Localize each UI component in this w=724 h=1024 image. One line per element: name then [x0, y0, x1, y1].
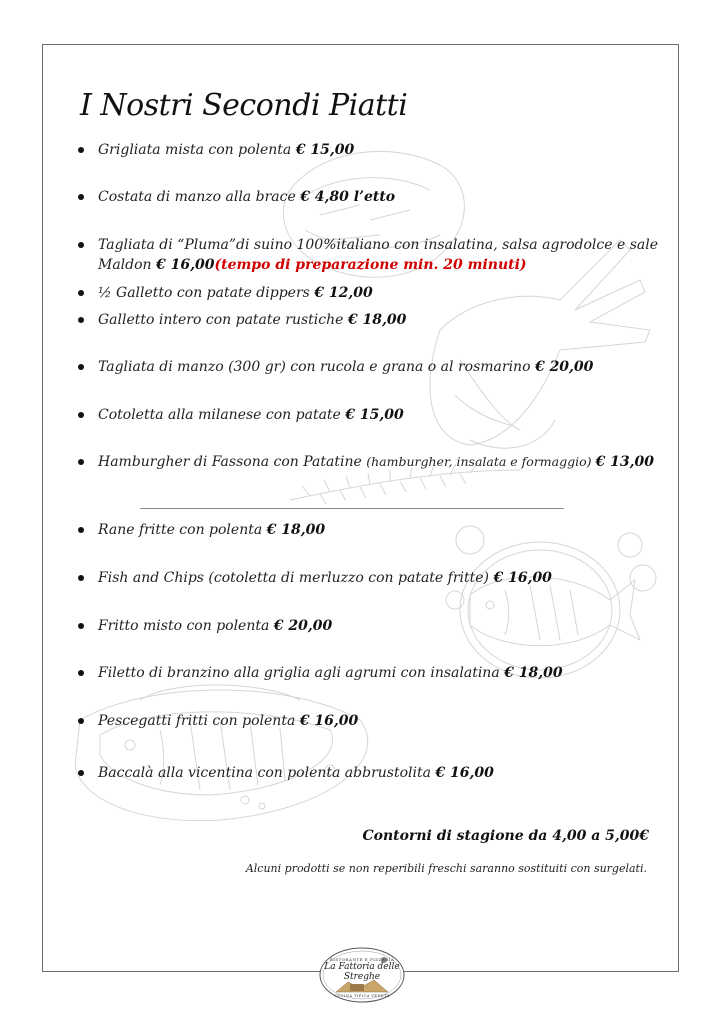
logo-tagline: CUCINA TIPICA VENETA [334, 994, 390, 998]
bullet-icon [78, 770, 84, 776]
section-divider [140, 508, 564, 509]
item-name: ½ Galletto con patate dippers [98, 285, 315, 301]
bullet-icon [78, 718, 84, 724]
menu-item [78, 568, 674, 588]
bullet-icon [78, 459, 84, 465]
item-price: € 20,00 [534, 359, 594, 375]
item-price: € 15,00 [295, 142, 355, 158]
bullet-icon [78, 412, 84, 418]
bullet-icon [78, 527, 84, 533]
menu-item [78, 310, 674, 330]
item-name: Fish and Chips (cotoletta di merluzzo con patate fritte) [98, 570, 494, 586]
item-price: € 13,00 [595, 454, 654, 470]
item-price: € 16,00 [299, 713, 359, 729]
logo-name: La Fattoria delle Streghe [324, 962, 400, 982]
menu-item [78, 452, 674, 472]
item-name: Tagliata di manzo (300 gr) con rucola e grana o al rosmarino [98, 359, 535, 375]
bullet-icon [78, 575, 84, 581]
menu-item [78, 235, 674, 275]
menu-item [78, 283, 674, 303]
menu-item [78, 405, 674, 425]
side-dishes-note: Contorni di stagione da 4,00 a 5,00€ [362, 828, 649, 844]
item-name: Filetto di branzino alla griglia agli agrumi con insalatina [98, 665, 505, 681]
menu-item [78, 711, 674, 731]
page-title: I Nostri Secondi Piatti [80, 88, 408, 123]
item-price: € 12,00 [314, 285, 373, 301]
menu-item [78, 357, 674, 377]
item-name: Tagliata di “Pluma”di suino 100%italiano con insalatina, salsa agrodolce e sale Maldon [98, 237, 659, 273]
item-name: Cotoletta alla milanese con patate [98, 407, 346, 423]
menu-item [78, 187, 674, 207]
item-name: Rane fritte con polenta [98, 522, 267, 538]
item-price: € 18,00 [266, 522, 326, 538]
bullet-icon [78, 317, 84, 323]
item-price: € 16,00 [493, 570, 552, 586]
item-name: Grigliata mista con polenta [98, 142, 296, 158]
bullet-icon [78, 364, 84, 370]
bullet-icon [78, 194, 84, 200]
bullet-icon [78, 147, 84, 153]
bullet-icon [78, 670, 84, 676]
menu-item [78, 140, 674, 160]
restaurant-logo [318, 946, 406, 1004]
item-price: € 4,80 l’etto [300, 189, 396, 205]
item-price: € 18,00 [347, 312, 407, 328]
bullet-icon [78, 623, 84, 629]
item-price: € 15,00 [345, 407, 404, 423]
menu-item [78, 763, 674, 783]
item-note: (tempo di preparazione min. 20 minuti) [214, 257, 527, 273]
item-name: Galletto intero con patate rustiche [98, 312, 348, 328]
item-detail: (hamburgher, insalata e formaggio) [366, 454, 596, 469]
menu-item [78, 663, 674, 683]
menu-item [78, 520, 674, 540]
bullet-icon [78, 242, 84, 248]
item-name: Costata di manzo alla brace [98, 189, 301, 205]
item-price: € 20,00 [273, 618, 333, 634]
item-name: Fritto misto con polenta [98, 618, 274, 634]
item-name: Hamburgher di Fassona con Patatine [98, 454, 367, 470]
item-price: € 16,00 [435, 765, 494, 781]
menu-item [78, 616, 674, 636]
item-name: Pescegatti fritti con polenta [98, 713, 300, 729]
item-name: Baccalà alla vicentina con polenta abbrustolita [98, 765, 436, 781]
bullet-icon [78, 290, 84, 296]
item-price: € 16,00 [156, 257, 215, 273]
item-price: € 18,00 [504, 665, 563, 681]
frozen-products-disclaimer: Alcuni prodotti se non reperibili freschi saranno sostituiti con surgelati. [245, 862, 647, 875]
logo-subtitle: RISTORANTE E PIZZERIA [329, 957, 395, 962]
